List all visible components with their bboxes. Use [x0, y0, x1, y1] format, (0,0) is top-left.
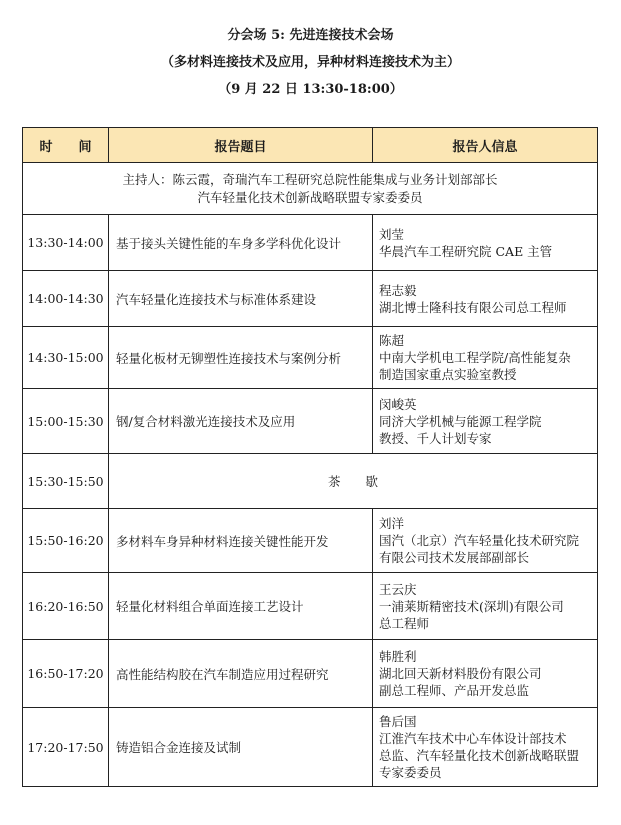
speaker-name: 程志毅	[379, 282, 417, 298]
topic-cell: 钢/复合材料激光连接技术及应用	[109, 389, 373, 454]
speaker-info-line: 总监、汽车轻量化技术创新战略联盟	[379, 748, 580, 763]
speaker-cell	[373, 640, 598, 708]
speaker-cell	[373, 509, 598, 573]
speaker-cell	[373, 573, 598, 640]
speaker-info-line: 湖北回天新材料股份有限公司	[379, 666, 542, 681]
table-row	[23, 708, 598, 787]
speaker-info-line: 有限公司技术发展部副部长	[379, 550, 530, 565]
break-cell: 茶 歇	[109, 454, 598, 509]
speaker-name: 韩胜利	[379, 649, 417, 664]
topic-cell: 铸造铝合金连接及试制	[109, 708, 373, 787]
speaker-info-line: 同济大学机械与能源工程学院	[379, 413, 542, 429]
topic-cell: 基于接头关键性能的车身多学科优化设计	[109, 215, 373, 271]
time-cell: 17:20-17:50	[23, 708, 109, 787]
table-row	[23, 640, 598, 708]
host-line: 汽车轻量化技术创新战略联盟专家委委员	[197, 189, 423, 205]
time-cell: 15:00-15:30	[23, 389, 109, 454]
host-line: 主持人：陈云霞，奇瑞汽车工程研究总院性能集成与业务计划部部长	[122, 171, 498, 187]
speaker-cell	[373, 389, 598, 454]
session-title: 分会场 5: 先进连接技术会场	[227, 28, 394, 43]
time-cell: 14:00-14:30	[23, 271, 109, 327]
speaker-info-line: 专家委委员	[379, 765, 442, 780]
time-cell: 16:20-16:50	[23, 573, 109, 640]
time-cell: 15:30-15:50	[23, 454, 109, 509]
speaker-cell	[373, 327, 598, 389]
speaker-cell	[373, 271, 598, 327]
speaker-name: 刘莹	[379, 226, 405, 242]
break-row	[23, 454, 598, 509]
speaker-cell	[373, 215, 598, 271]
speaker-info-line: 江淮汽车技术中心车体设计部技术	[379, 731, 567, 746]
topic-cell: 多材料车身异种材料连接关键性能开发	[109, 509, 373, 573]
speaker-info-line: 中南大学机电工程学院/高性能复杂	[379, 350, 571, 365]
time-cell: 15:50-16:20	[23, 509, 109, 573]
session-subtitle: （多材料连接技术及应用，异种材料连接技术为主）	[160, 55, 460, 70]
speaker-info-line: 制造国家重点实验室教授	[379, 367, 517, 382]
topic-cell: 汽车轻量化连接技术与标准体系建设	[109, 271, 373, 327]
speaker-info-line: 华晨汽车工程研究院 CAE 主管	[379, 243, 553, 259]
table-row	[23, 327, 598, 389]
speaker-info-line: 副总工程师、产品开发总监	[379, 683, 530, 698]
speaker-info-line: 教授、千人计划专家	[379, 430, 492, 446]
speaker-name: 刘洋	[379, 516, 405, 531]
table-row	[23, 573, 598, 640]
speaker-name: 陈超	[379, 333, 405, 348]
column-header-time: 时 间	[23, 128, 109, 163]
time-cell: 14:30-15:00	[23, 327, 109, 389]
speaker-name: 闵峻英	[379, 396, 417, 412]
time-cell: 13:30-14:00	[23, 215, 109, 271]
speaker-info-line: 一浦莱斯精密技术(深圳)有限公司	[379, 598, 564, 614]
speaker-info-line: 湖北博士隆科技有限公司总工程师	[379, 299, 567, 315]
topic-cell: 轻量化板材无铆塑性连接技术与案例分析	[109, 327, 373, 389]
table-row	[23, 389, 598, 454]
topic-cell: 高性能结构胶在汽车制造应用过程研究	[109, 640, 373, 708]
speaker-name: 鲁后国	[379, 714, 417, 729]
host-cell	[23, 163, 598, 215]
speaker-cell	[373, 708, 598, 787]
session-date: （9 月 22 日 13:30-18:00）	[218, 82, 403, 97]
schedule-table	[22, 127, 598, 787]
table-row	[23, 509, 598, 573]
column-header-speaker: 报告人信息	[373, 128, 598, 163]
column-header-topic: 报告题目	[109, 128, 373, 163]
host-row	[23, 163, 598, 215]
topic-cell: 轻量化材料组合单面连接工艺设计	[109, 573, 373, 640]
table-header-row	[23, 128, 598, 163]
time-cell: 16:50-17:20	[23, 640, 109, 708]
speaker-name: 王云庆	[379, 581, 417, 597]
speaker-info-line: 国汽（北京）汽车轻量化技术研究院	[379, 533, 580, 548]
speaker-info-line: 总工程师	[379, 615, 430, 631]
table-row	[23, 271, 598, 327]
table-row	[23, 215, 598, 271]
